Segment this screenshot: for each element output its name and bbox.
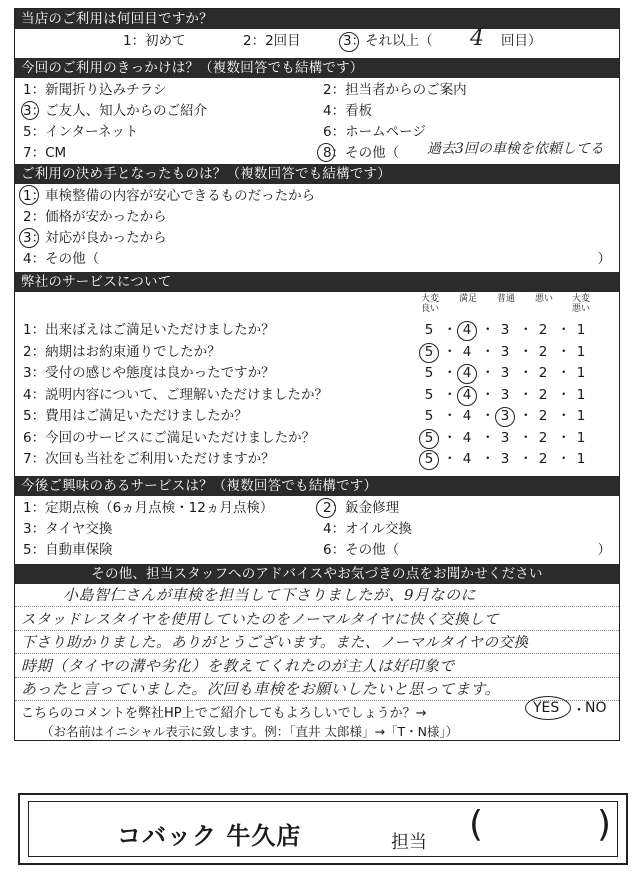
- store-name: コバック 牛久店: [117, 822, 302, 850]
- rating-row: [15, 385, 619, 407]
- q3-header: ご利用の決め手となったものは？（複数回答でも結構です）: [15, 164, 619, 184]
- comment-lines[interactable]: [15, 584, 619, 701]
- rating-option-5[interactable]: 5: [424, 322, 434, 338]
- rating-option-5[interactable]: 5: [424, 429, 434, 446]
- q2-option-4[interactable]: 4：看板: [323, 103, 373, 119]
- q3-option-1[interactable]: 1：車検整備の内容が安心できるものだったから: [23, 188, 316, 204]
- rating-separator: ・: [557, 451, 571, 467]
- q5-options: [15, 496, 619, 564]
- hp-consent-yes[interactable]: YES: [533, 700, 560, 716]
- staff-close-paren: ): [597, 804, 612, 845]
- rating-option-3[interactable]: 3: [500, 365, 510, 381]
- q3-option-4[interactable]: 4：その他（: [23, 251, 100, 267]
- rating-option-5[interactable]: 5: [424, 408, 434, 424]
- q2-options: [15, 78, 619, 164]
- rating-separator: ・: [481, 408, 495, 424]
- q5-option-6[interactable]: 6：その他（: [323, 542, 400, 558]
- rating-option-3[interactable]: 3: [500, 408, 510, 424]
- rating-question: 2：納期はお約束通りでしたか？: [23, 343, 221, 360]
- q4-ratings: [15, 292, 619, 476]
- rating-separator: ・: [557, 429, 571, 446]
- q1-option-1[interactable]: 1：初めて: [123, 33, 186, 49]
- q1-option-3-end: 回目）: [501, 33, 542, 49]
- rating-row: [15, 428, 619, 450]
- rating-option-1[interactable]: 1: [576, 429, 586, 446]
- q5-option-2[interactable]: 2：鈑金修理: [323, 500, 400, 516]
- rating-separator: ・: [481, 429, 495, 446]
- rating-option-4[interactable]: 4: [462, 429, 472, 446]
- rating-option-4[interactable]: 4: [462, 343, 472, 360]
- rating-option-2[interactable]: 2: [538, 343, 548, 360]
- rating-row: [15, 449, 619, 471]
- rating-option-2[interactable]: 2: [538, 429, 548, 446]
- q2-header: 今回のご利用のきっかけは？（複数回答でも結構です）: [15, 58, 619, 78]
- rating-separator: ・: [519, 365, 533, 381]
- q3-other-close: ）: [597, 251, 611, 267]
- rating-question: 3：受付の感じや態度は良かったですか？: [23, 365, 275, 381]
- q5-header: 今後ご興味のあるサービスは？（複数回答でも結構です）: [15, 476, 619, 496]
- q5-option-3[interactable]: 3：タイヤ交換: [23, 521, 113, 537]
- rating-question: 5：費用はご満足いただけましたか？: [23, 408, 248, 424]
- rating-option-1[interactable]: 1: [576, 343, 586, 360]
- comment-line-3: 下さり助かりました。ありがとうございます。また、ノーマルタイヤの交換: [21, 635, 529, 652]
- rating-separator: ・: [443, 451, 457, 467]
- q4-header: 弊社のサービスについて: [15, 272, 619, 292]
- rating-separator: ・: [443, 408, 457, 424]
- rating-option-2[interactable]: 2: [538, 408, 548, 424]
- rating-separator: ・: [519, 408, 533, 424]
- rating-row: [15, 406, 619, 428]
- q5-option-4[interactable]: 4：オイル交換: [323, 521, 412, 537]
- q4-question-list: [15, 320, 619, 471]
- rating-option-2[interactable]: 2: [538, 451, 548, 467]
- rating-option-5[interactable]: 5: [424, 386, 434, 403]
- rating-separator: ・: [443, 386, 457, 403]
- rating-separator: ・: [481, 322, 495, 338]
- rating-separator: ・: [443, 343, 457, 360]
- rating-question: 6：今回のサービスにご満足いただけましたか？: [23, 429, 316, 446]
- rating-option-5[interactable]: 5: [424, 343, 434, 360]
- q5-other-close: ）: [597, 542, 611, 558]
- hp-consent-separator: ・: [572, 703, 586, 719]
- rating-option-2[interactable]: 2: [538, 365, 548, 381]
- rating-separator: ・: [557, 343, 571, 360]
- q2-option-8[interactable]: 8：その他（: [323, 145, 400, 161]
- q3-option-2[interactable]: 2：価格が安かったから: [23, 209, 167, 225]
- q6-comment-area: [15, 584, 619, 740]
- q2-option-3[interactable]: 3：ご友人、知人からのご紹介: [23, 103, 208, 119]
- q1-count-handwritten[interactable]: 4: [470, 26, 484, 51]
- rating-option-5[interactable]: 5: [424, 451, 434, 467]
- rating-separator: ・: [519, 343, 533, 360]
- rating-separator: ・: [481, 343, 495, 360]
- q1-header: 当店のご利用は何回目ですか？: [15, 9, 619, 29]
- q1-option-2[interactable]: 2：2回目: [243, 33, 301, 49]
- rating-separator: ・: [519, 451, 533, 467]
- q6-header: その他、担当スタッフへのアドバイスやお気づきの点をお聞かせください: [15, 564, 619, 584]
- rating-row: [15, 320, 619, 342]
- q2-option-5[interactable]: 5：インターネット: [23, 124, 139, 140]
- q5-option-5[interactable]: 5：自動車保険: [23, 542, 113, 558]
- q3-options: [15, 184, 619, 272]
- rating-option-1[interactable]: 1: [576, 408, 586, 424]
- q2-option-2[interactable]: 2：担当者からのご案内: [323, 82, 467, 98]
- q2-option-7[interactable]: 7：CM: [23, 145, 67, 161]
- rating-option-1[interactable]: 1: [576, 322, 586, 338]
- rating-option-1[interactable]: 1: [576, 386, 586, 403]
- rating-row: [15, 363, 619, 385]
- comment-line-2: スタッドレスタイヤを使用していたのをノーマルタイヤに快く交換して: [21, 611, 499, 628]
- rating-option-1[interactable]: 1: [576, 365, 586, 381]
- rating-option-4[interactable]: 4: [462, 386, 472, 403]
- rating-separator: ・: [443, 322, 457, 338]
- rating-option-3[interactable]: 3: [500, 343, 510, 360]
- scale-label-4: 満足: [458, 294, 477, 304]
- rating-option-5[interactable]: 5: [424, 365, 434, 381]
- comment-line-1: 小島智仁さんが車検を担当して下さりましたが、9月なのに: [63, 586, 477, 605]
- rating-separator: ・: [519, 322, 533, 338]
- comment-line-5: あったと言っていました。次回も車検をお願いしたいと思ってます。: [21, 679, 501, 698]
- hp-consent-no[interactable]: NO: [585, 700, 607, 716]
- rating-row: [15, 342, 619, 364]
- scale-label-5: 大変良い: [420, 294, 439, 314]
- q3-option-3[interactable]: 3：対応が良かったから: [23, 230, 167, 246]
- rating-question: 4：説明内容について、ご理解いただけましたか？: [23, 386, 329, 403]
- q2-option-6[interactable]: 6：ホームページ: [323, 124, 426, 140]
- scale-label-1: 大変悪い: [571, 294, 590, 314]
- rating-option-4[interactable]: 4: [462, 365, 472, 381]
- rating-option-4[interactable]: 4: [462, 408, 472, 424]
- rating-separator: ・: [443, 429, 457, 446]
- q1-options: [15, 26, 619, 54]
- rating-separator: ・: [557, 322, 571, 338]
- rating-question: 7：次回も当社をご利用いただけますか？: [23, 451, 275, 467]
- rating-separator: ・: [519, 386, 533, 403]
- comment-line-4: 時期（タイヤの溝や劣化）を教えてくれたのが主人は好印象で: [21, 656, 455, 675]
- q2-option-1[interactable]: 1：新聞折り込みチラシ: [23, 82, 167, 98]
- rating-separator: ・: [519, 429, 533, 446]
- rating-separator: ・: [557, 408, 571, 424]
- rating-option-2[interactable]: 2: [538, 386, 548, 403]
- survey-form: [14, 8, 620, 741]
- rating-option-3[interactable]: 3: [500, 451, 510, 467]
- rating-option-1[interactable]: 1: [576, 451, 586, 467]
- rating-separator: ・: [481, 365, 495, 381]
- hp-consent-question: こちらのコメントを弊社HP上でご紹介してもよろしいでしょうか？→: [21, 706, 427, 721]
- scale-label-2: 悪い: [534, 294, 553, 304]
- q5-option-1[interactable]: 1：定期点検（6ヵ月点検・12ヵ月点検）: [23, 500, 274, 516]
- rating-separator: ・: [443, 365, 457, 381]
- rating-separator: ・: [557, 386, 571, 403]
- rating-separator: ・: [481, 386, 495, 403]
- rating-option-3[interactable]: 3: [500, 386, 510, 403]
- staff-open-paren: (: [469, 804, 484, 845]
- store-footer-inner: [28, 801, 618, 857]
- rating-option-3[interactable]: 3: [500, 429, 510, 446]
- rating-separator: ・: [557, 365, 571, 381]
- q1-option-3[interactable]: 3：それ以上（: [343, 33, 433, 49]
- rating-option-2[interactable]: 2: [538, 322, 548, 338]
- name-display-note: （お名前はイニシャル表示に致します。例：「直井 太郎様」→「T・N様」）: [41, 724, 459, 739]
- scale-label-3: 普通: [496, 294, 515, 304]
- rating-option-4[interactable]: 4: [462, 322, 472, 338]
- staff-label: 担当: [391, 832, 427, 853]
- q2-other-handwritten[interactable]: 過去3回の車検を依頼してる: [427, 141, 604, 157]
- rating-option-3[interactable]: 3: [500, 322, 510, 338]
- rating-option-4[interactable]: 4: [462, 451, 472, 467]
- store-footer: [18, 793, 628, 865]
- rating-question: 1：出来ばえはご満足いただけましたか？: [23, 322, 275, 338]
- rating-separator: ・: [481, 451, 495, 467]
